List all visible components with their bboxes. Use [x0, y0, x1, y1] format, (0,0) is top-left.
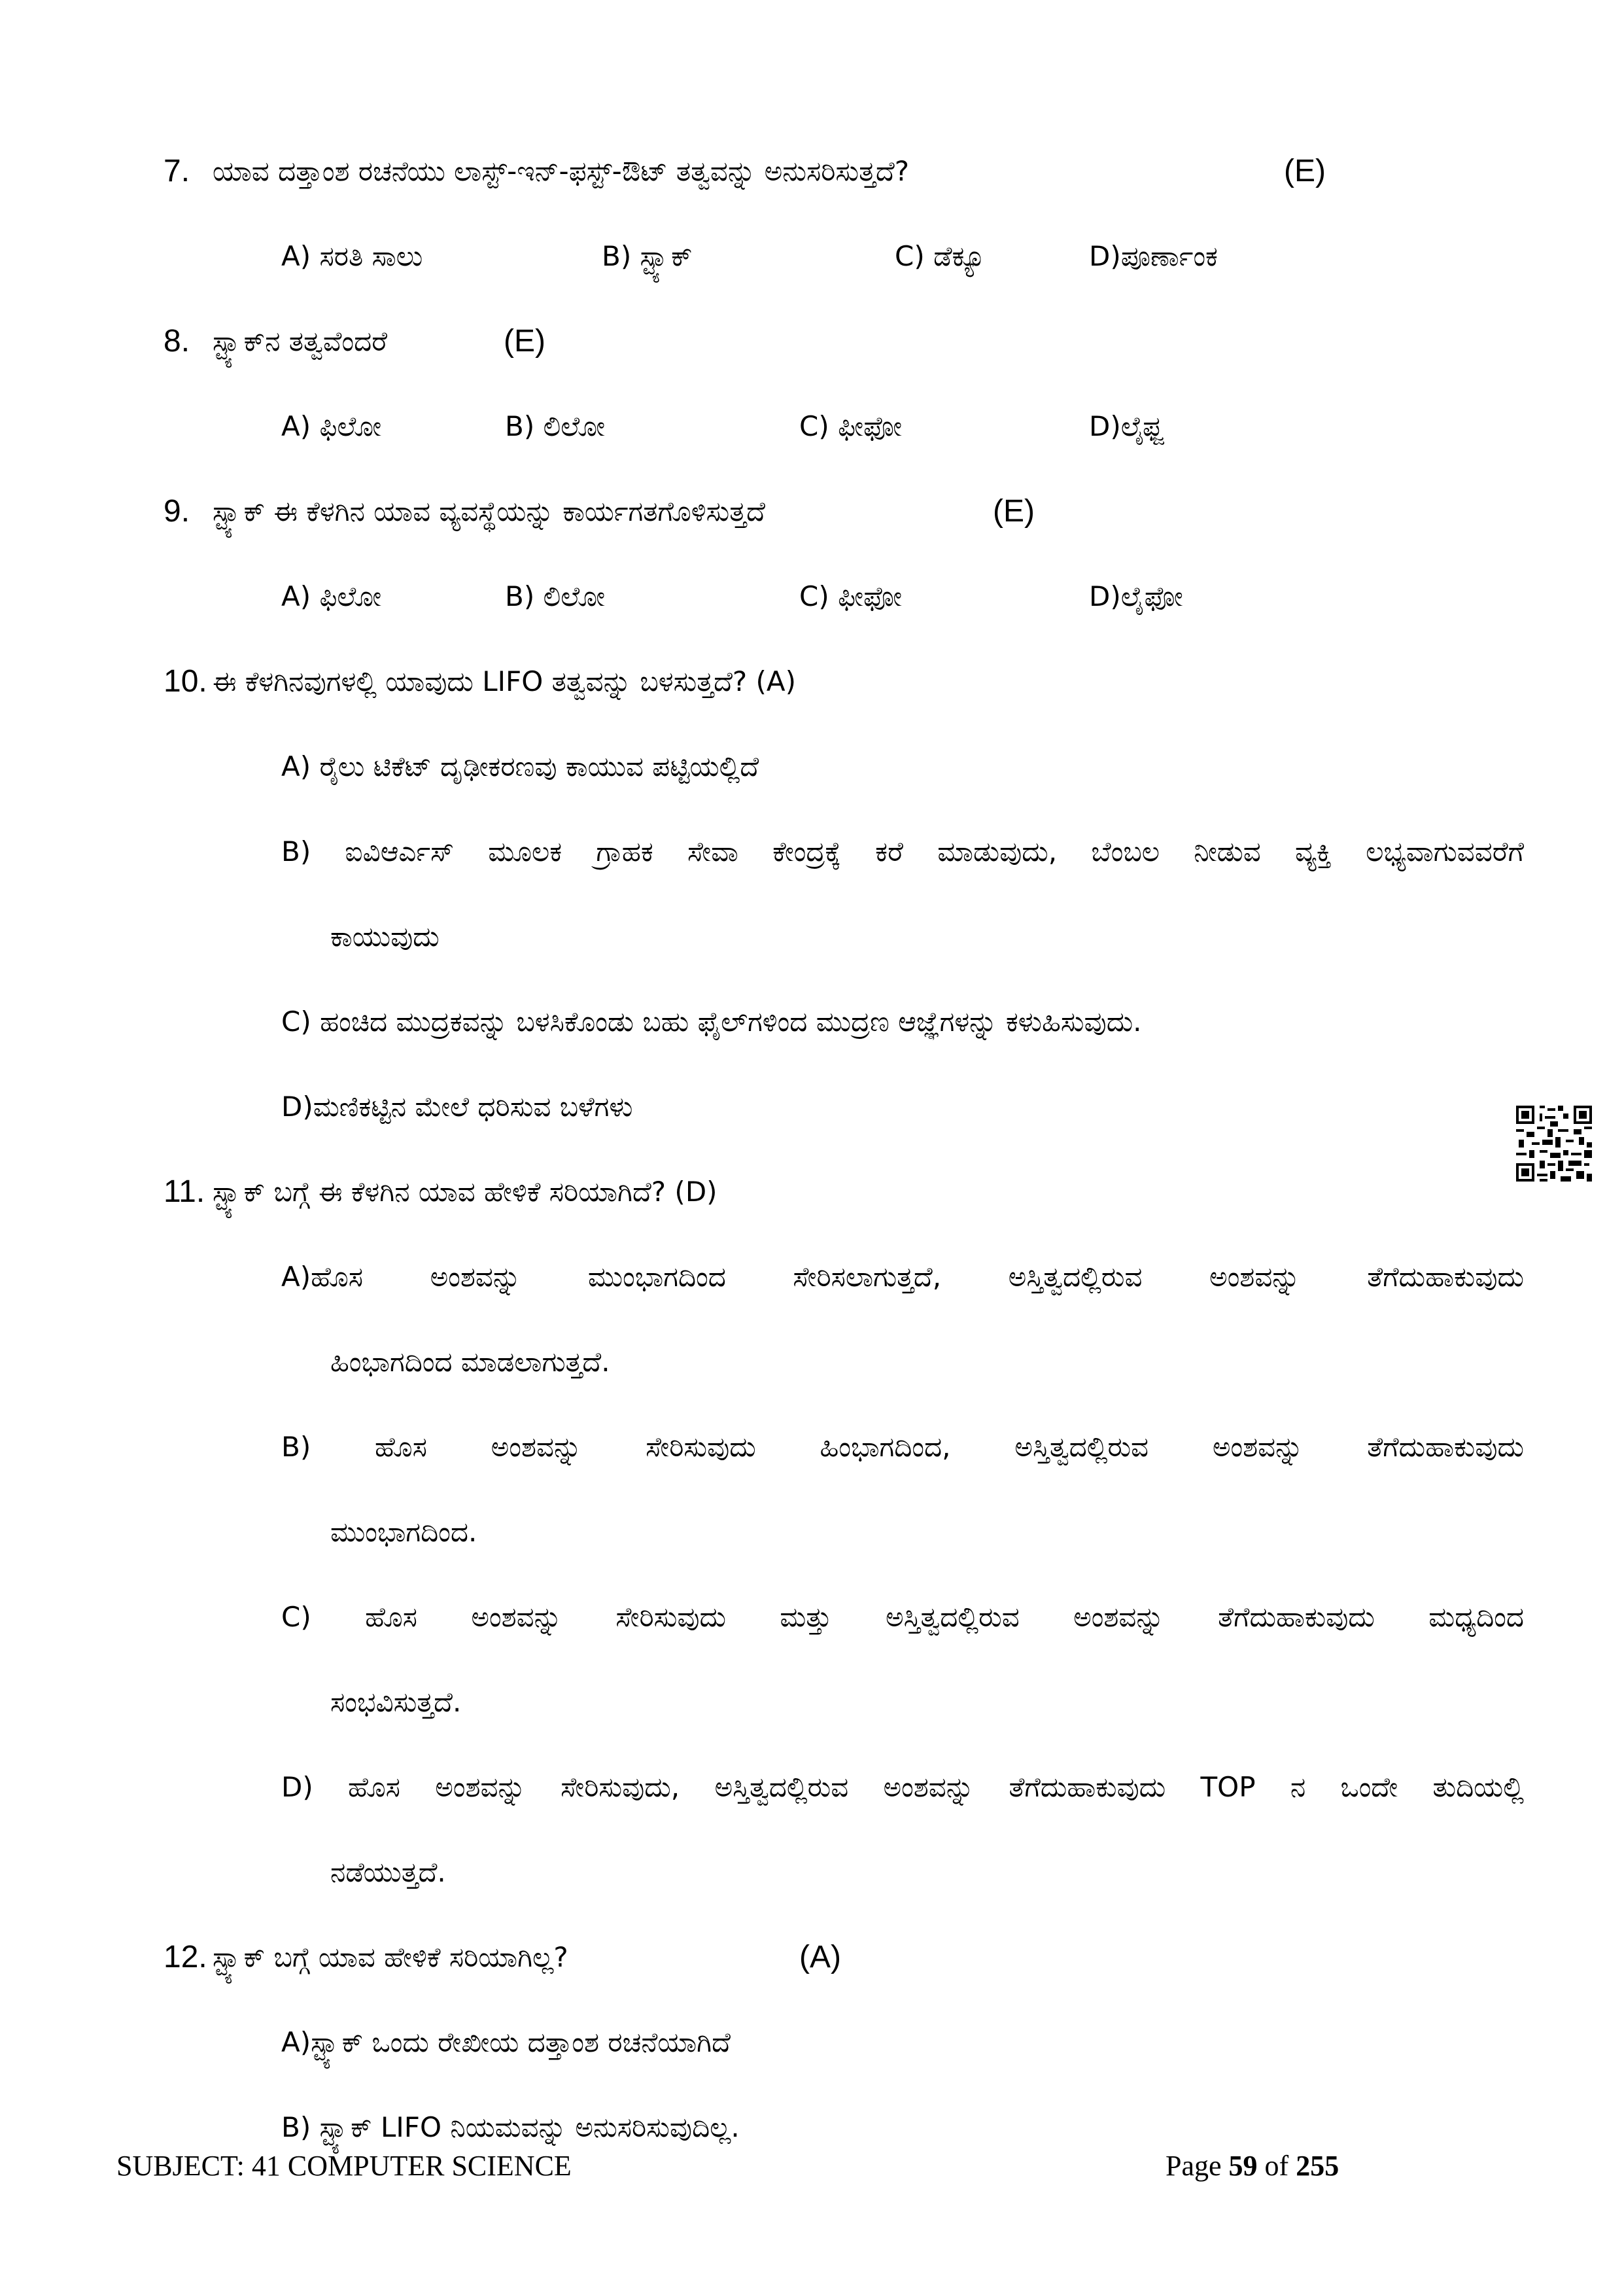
option: A) ಸರತಿ ಸಾಲು: [281, 240, 423, 272]
question-number: 8.: [164, 324, 190, 359]
option: D)ಲೈಫ್ಜ: [1089, 410, 1162, 442]
option-continuation: ಕಾಯುವುದು: [330, 920, 440, 953]
answer-key: (E): [993, 494, 1035, 529]
option: D)ಮಣಿಕಟ್ಟಿನ ಮೇಲೆ ಧರಿಸುವ ಬಳೆಗಳು: [281, 1091, 633, 1123]
option: B) ಲಿಲೋ: [505, 580, 606, 612]
answer-key: (A): [799, 1940, 841, 1974]
question-text: ಸ್ಟ್ಯಾಕ್ ಬಗ್ಗೆ ಈ ಕೆಳಗಿನ ಯಾವ ಹೇಳಿಕೆ ಸರಿಯಾಗಿದೆ? (D): [213, 1176, 717, 1208]
option: B) ಐವಿಆರ್ಎಸ್ ಮೂಲಕ ಗ್ರಾಹಕ ಸೇವಾ ಕೇಂದ್ರಕ್ಕೆ ಕರೆ ಮಾಡುವುದು, ಬೆಂಬಲ ನೀಡುವ ವ್ಯಕ್ತಿ ಲಭ್ಯವಾಗುವವರೆಗೆ: [281, 835, 1524, 867]
option: A) ರೈಲು ಟಿಕೆಟ್ ದೃಢೀಕರಣವು ಕಾಯುವ ಪಟ್ಟಿಯಲ್ಲಿದೆ: [281, 750, 759, 782]
question-text: ಈ ಕೆಳಗಿನವುಗಳಲ್ಲಿ ಯಾವುದು LIFO ತತ್ವವನ್ನು ಬಳಸುತ್ತದೆ? (A): [213, 665, 797, 697]
option-continuation: ಮುಂಭಾಗದಿಂದ.: [330, 1516, 477, 1548]
page-current: 59: [1228, 2150, 1258, 2182]
answer-key: (E): [1284, 154, 1326, 188]
option: C) ಡೆಕ್ಯೂ: [895, 240, 986, 272]
option-continuation: ಸಂಭವಿಸುತ್ತದೆ.: [330, 1686, 462, 1718]
option-continuation: ನಡೆಯುತ್ತದೆ.: [330, 1856, 446, 1888]
option: A) ಫಿಲೋ: [281, 580, 382, 612]
page-prefix: Page: [1166, 2150, 1229, 2182]
question-number: 10.: [164, 664, 207, 699]
option: C) ಫೀಫೋ: [799, 410, 903, 442]
option: A)ಹೊಸ ಅಂಶವನ್ನು ಮುಂಭಾಗದಿಂದ ಸೇರಿಸಲಾಗುತ್ತದೆ, ಅಸ್ತಿತ್ವದಲ್ಲಿರುವ ಅಂಶವನ್ನು ತೆಗೆದುಹಾಕುವುದು: [281, 1261, 1524, 1293]
question-number: 9.: [164, 494, 190, 529]
question-number: 7.: [164, 154, 190, 188]
option: A) ಫಿಲೋ: [281, 410, 382, 442]
option: C) ಹೊಸ ಅಂಶವನ್ನು ಸೇರಿಸುವುದು ಮತ್ತು ಅಸ್ತಿತ್ವದಲ್ಲಿರುವ ಅಂಶವನ್ನು ತೆಗೆದುಹಾಕುವುದು ಮಧ್ಯದಿಂದ: [281, 1601, 1524, 1633]
question-text: ಯಾವ ದತ್ತಾಂಶ ರಚನೆಯು ಲಾಸ್ಟ್-ಇನ್-ಫಸ್ಟ್-ಔಟ್ ತತ್ವವನ್ನು ಅನುಸರಿಸುತ್ತದೆ?: [213, 155, 910, 187]
option: B) ಸ್ಟ್ಯಾಕ್: [602, 240, 693, 272]
footer-page-number: [1166, 2149, 1339, 2182]
answer-key: (E): [504, 324, 545, 359]
question-number: 12.: [164, 1940, 207, 1974]
question-text: ಸ್ಟ್ಯಾಕ್ ಬಗ್ಗೆ ಯಾವ ಹೇಳಿಕೆ ಸರಿಯಾಗಿಲ್ಲ?: [213, 1941, 568, 1973]
option: D)ಪೂರ್ಣಾಂಕ: [1089, 240, 1218, 272]
option: A)ಸ್ಟ್ಯಾಕ್ ಒಂದು ರೇಖೀಯ ದತ್ತಾಂಶ ರಚನೆಯಾಗಿದೆ: [281, 2026, 731, 2058]
option: B) ಲಿಲೋ: [505, 410, 606, 442]
option: B) ಸ್ಟ್ಯಾಕ್ LIFO ನಿಯಮವನ್ನು ಅನುಸರಿಸುವುದಿಲ್ಲ.: [281, 2111, 740, 2143]
question-text: ಸ್ಟ್ಯಾಕ್ ಈ ಕೆಳಗಿನ ಯಾವ ವ್ಯವಸ್ಥೆಯನ್ನು ಕಾರ್ಯಗತಗೊಳಿಸುತ್ತದೆ: [213, 495, 765, 527]
option: D) ಹೊಸ ಅಂಶವನ್ನು ಸೇರಿಸುವುದು, ಅಸ್ತಿತ್ವದಲ್ಲಿರುವ ಅಂಶವನ್ನು ತೆಗೆದುಹಾಕುವುದು TOP ನ ಒಂದೇ ತುದಿಯಲ್ಲಿ: [281, 1771, 1524, 1803]
page-mid: of: [1257, 2150, 1296, 2182]
question-text: ಸ್ಟ್ಯಾಕ್‌ನ ತತ್ವವೆಂದರೆ: [213, 325, 388, 357]
option: D)ಲೈಫೋ: [1089, 580, 1183, 612]
page-total: 255: [1296, 2150, 1339, 2182]
option: C) ಹಂಚಿದ ಮುದ್ರಕವನ್ನು ಬಳಸಿಕೊಂಡು ಬಹು ಫೈಲ್‌ಗಳಿಂದ ಮುದ್ರಣ ಆಜ್ಞೆಗಳನ್ನು ಕಳುಹಿಸುವುದು.: [281, 1006, 1142, 1038]
option-continuation: ಹಿಂಭಾಗದಿಂದ ಮಾಡಲಾಗುತ್ತದೆ.: [330, 1346, 610, 1378]
question-number: 11.: [164, 1174, 205, 1209]
option: B) ಹೊಸ ಅಂಶವನ್ನು ಸೇರಿಸುವುದು ಹಿಂಭಾಗದಿಂದ, ಅಸ್ತಿತ್ವದಲ್ಲಿರುವ ಅಂಶವನ್ನು ತೆಗೆದುಹಾಕುವುದು: [281, 1431, 1524, 1463]
option: C) ಫೀಫೋ: [799, 580, 903, 612]
footer-subject: SUBJECT: 41 COMPUTER SCIENCE: [116, 2150, 572, 2182]
qr-code-icon: [1516, 1106, 1592, 1182]
